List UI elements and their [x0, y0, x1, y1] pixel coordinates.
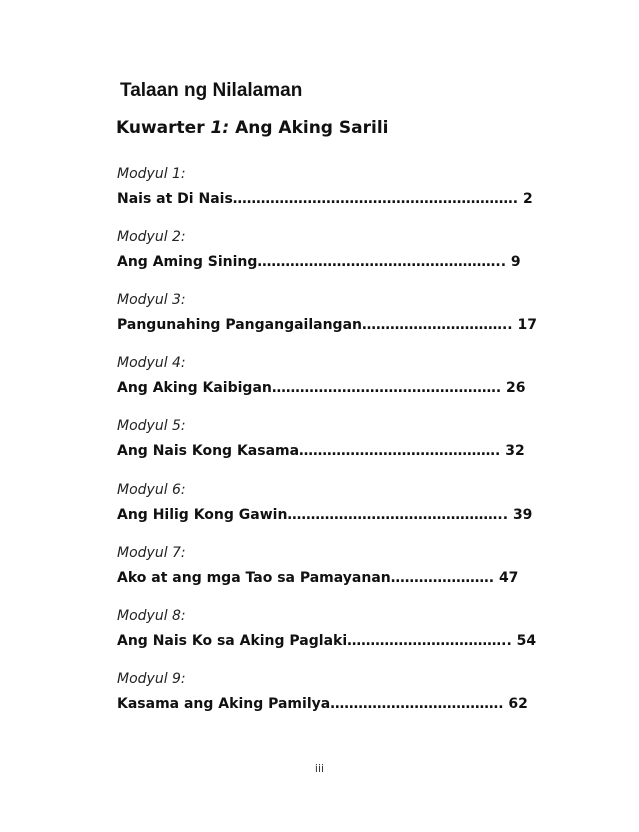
page-number: iii	[314, 762, 325, 775]
module-label: Modyul 5:	[117, 418, 186, 434]
toc-entry-8	[117, 607, 562, 650]
toc-entry-7	[117, 544, 562, 587]
module-label: Modyul 1:	[117, 166, 186, 182]
module-title-line: Ang Aming Sining…………………………………………….. 9	[117, 254, 521, 270]
quarter-label: Kuwarter	[116, 118, 205, 138]
toc-entry-9	[117, 670, 562, 713]
toc-entry-6	[117, 481, 562, 524]
toc-entry-4	[117, 354, 562, 397]
toc-entry-5	[117, 417, 562, 460]
module-title-line: Ako at ang mga Tao sa Pamayanan…………………. 47	[117, 570, 519, 586]
module-label: Modyul 8:	[117, 608, 186, 624]
module-label: Modyul 2:	[117, 229, 186, 245]
quarter-heading	[116, 118, 388, 138]
module-title-line: Kasama ang Aking Pamilya………………………………. 62	[117, 696, 528, 712]
module-title-line: Pangunahing Pangangailangan………………………….. 17	[117, 317, 537, 333]
module-label: Modyul 7:	[117, 545, 186, 561]
module-title-line: Ang Nais Kong Kasama……………………………………. 32	[117, 443, 525, 459]
module-label: Modyul 6:	[117, 482, 186, 498]
toc-entry-3	[117, 291, 562, 334]
module-title-line: Ang Aking Kaibigan…………………………………………. 26	[117, 380, 526, 396]
module-label: Modyul 9:	[117, 671, 186, 687]
module-title-line: Ang Nais Ko sa Aking Paglaki…………………………….. 54	[117, 633, 537, 649]
toc-entry-1	[117, 165, 562, 208]
toc-title: Talaan ng Nilalaman	[120, 80, 303, 101]
module-title-line: Nais at Di Nais……………………………………………………. 2	[117, 191, 533, 207]
module-title-line: Ang Hilig Kong Gawin……………………………………….. 39	[117, 507, 533, 523]
toc-entry-2	[117, 228, 562, 271]
quarter-number: 1:	[210, 118, 230, 138]
module-label: Modyul 3:	[117, 292, 186, 308]
module-label: Modyul 4:	[117, 355, 186, 371]
quarter-name: Ang Aking Sarili	[235, 118, 389, 138]
